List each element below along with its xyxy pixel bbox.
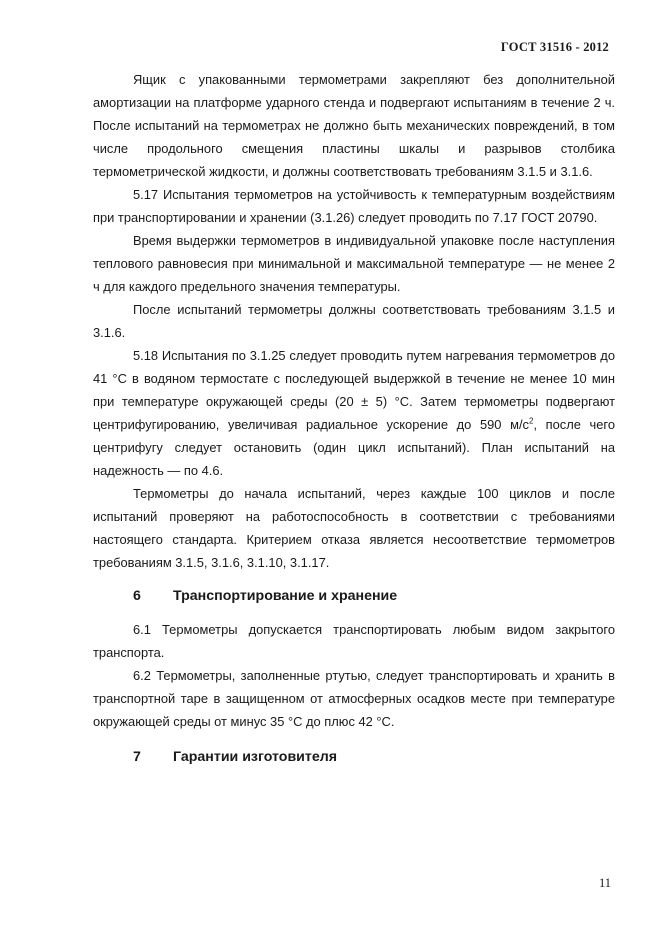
section-6-heading — [93, 585, 615, 608]
p518-text-after: , после чего центрифугу следует остановить (один цикл испытаний). План испытаний на надежность — по 4.6. — [93, 417, 615, 478]
section-6-number: 6 — [133, 588, 141, 604]
section-7-number: 7 — [133, 749, 141, 765]
section-7-title: Гарантии изготовителя — [173, 749, 338, 765]
section-7-heading — [93, 746, 615, 769]
p518-superscript: 2 — [528, 416, 534, 426]
paragraph-5-17: 5.17 Испытания термометров на устойчивость к температурным воздействиям при транспортировании и хранении (3.1.26) следует проводить по 7.17 ГОСТ 20790. — [93, 187, 615, 225]
paragraph-hold-time: Время выдержки термометров в индивидуальной упаковке после наступления теплового равновесия при минимальной и максимальной температуре — не менее 2 ч для каждого предельного значения температуры. — [93, 233, 615, 294]
paragraph-failure-criterion: Термометры до начала испытаний, через каждые 100 циклов и после испытаний проверяют на работоспособность в соответствии с требованиями настоящего стандарта. Критерием отказа является несоответствие термометров требованиям 3.1.5, 3.1.6, 3.1.10, 3.1.17. — [93, 486, 615, 570]
p518-text-before: 5.18 Испытания по 3.1.25 следует проводить путем нагревания термометров до 41 °С в водяном термостате с последующей выдержкой в течение не менее 10 мин при температуре окружающей среды (20 ± 5) °С. Затем термометры подвергают центрифугированию, увеличивая радиальное ускорение до 590 м/с — [93, 348, 615, 432]
section-6-title: Транспортирование и хранение — [173, 588, 398, 604]
document-body — [93, 68, 615, 769]
page-number: 11 — [598, 876, 611, 890]
paragraph-6-1: 6.1 Термометры допускается транспортировать любым видом закрытого транспорта. — [93, 622, 615, 660]
paragraph-box-test: Ящик с упакованными термометрами закрепляют без дополнительной амортизации на платформе ударного стенда и подвергают испытаниям в течение 2 ч. После испытаний на термометрах не должно быть механических повреждений, в том числе продольного смещения пластины шкалы и разрывов столбика термометрической жидкости, и должны соответствовать требованиям 3.1.5 и 3.1.6. — [93, 72, 615, 179]
paragraph-after-tests: После испытаний термометры должны соответствовать требованиям 3.1.5 и 3.1.6. — [93, 302, 615, 340]
paragraph-6-2: 6.2 Термометры, заполненные ртутью, следует транспортировать и хранить в транспортной таре в защищенном от атмосферных осадков месте при температуре окружающей среды от минус 35 °С до плюс 42 °С. — [93, 668, 615, 729]
paragraph-5-18 — [93, 344, 615, 482]
standard-header: ГОСТ 31516 - 2012 — [500, 40, 609, 54]
